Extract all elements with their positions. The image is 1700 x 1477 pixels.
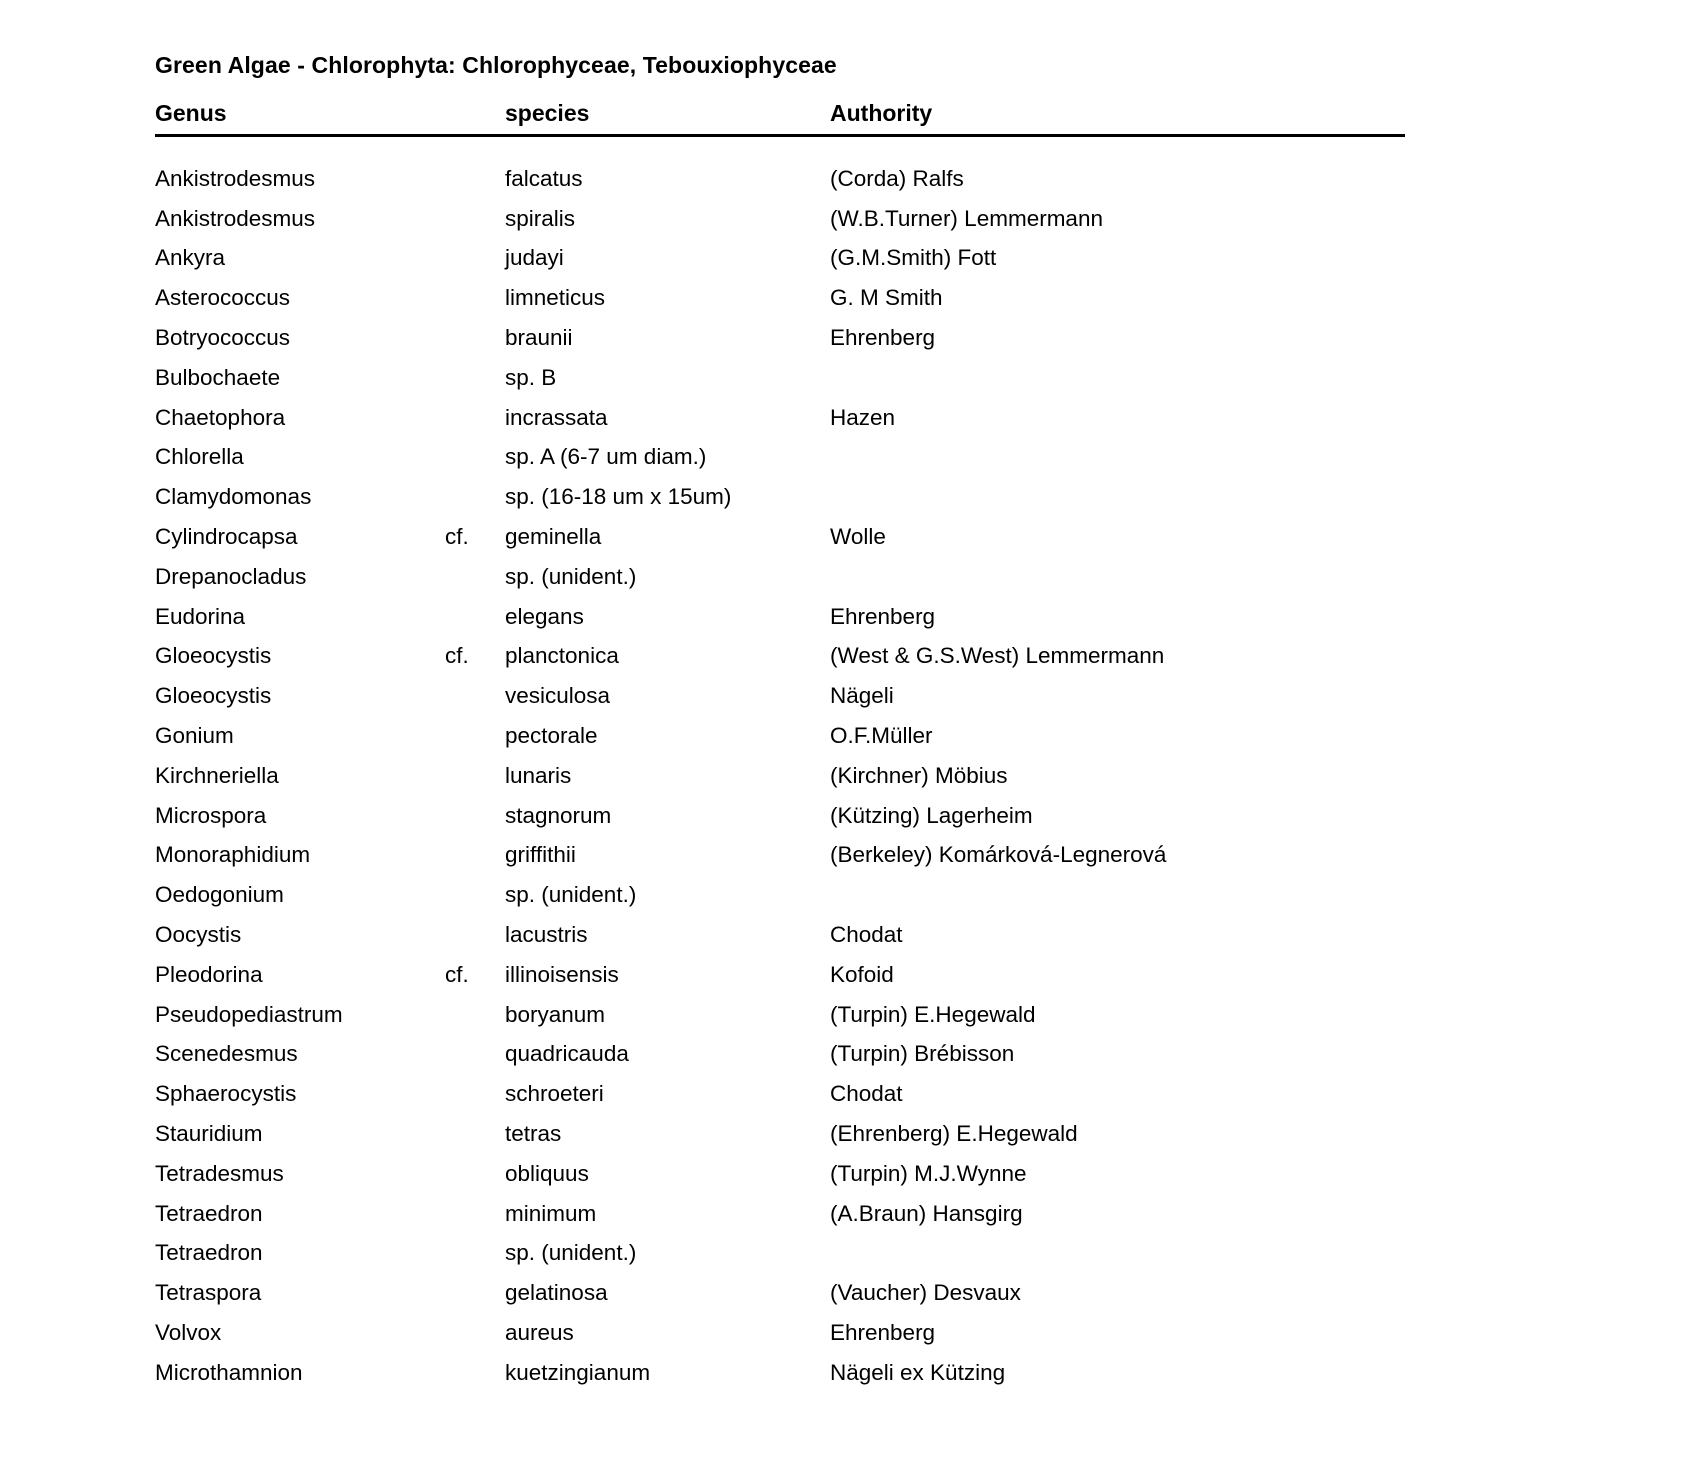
cell-cf: cf. xyxy=(445,643,469,669)
table-row xyxy=(155,796,1405,836)
table-row xyxy=(155,597,1405,637)
cell-cf xyxy=(445,557,505,597)
table-row xyxy=(155,717,1405,757)
cell-cf xyxy=(445,199,505,239)
cell-genus: Botryococcus xyxy=(155,325,291,351)
table-spacer xyxy=(155,136,1405,160)
table-row xyxy=(155,836,1405,876)
cell-cf xyxy=(445,836,505,876)
cell-species: kuetzingianum xyxy=(505,1359,651,1385)
cell-species: sp. (unident.) xyxy=(505,563,637,589)
cell-genus: Bulbochaete xyxy=(155,364,281,390)
cell-genus: Sphaerocystis xyxy=(155,1081,297,1107)
cell-cf xyxy=(445,1075,505,1115)
cell-genus: Microthamnion xyxy=(155,1359,303,1385)
table-row xyxy=(155,518,1405,558)
cell-species: minimum xyxy=(505,1200,597,1226)
cell-genus: Gloeocystis xyxy=(155,643,272,669)
cell-cf xyxy=(445,717,505,757)
cell-genus: Tetradesmus xyxy=(155,1160,284,1186)
cell-species: sp. B xyxy=(505,364,557,390)
cell-genus: Volvox xyxy=(155,1319,222,1345)
cell-cf xyxy=(445,319,505,359)
cell-cf xyxy=(445,1313,505,1353)
cell-species: lunaris xyxy=(505,762,572,788)
cell-authority xyxy=(830,478,1405,518)
cell-cf xyxy=(445,358,505,398)
cell-authority: (Kützing) Lagerheim xyxy=(830,802,1033,828)
table-row xyxy=(155,557,1405,597)
cell-genus: Kirchneriella xyxy=(155,762,279,788)
table-row xyxy=(155,358,1405,398)
cell-authority: (Turpin) E.Hegewald xyxy=(830,1001,1036,1027)
column-header-species: species xyxy=(505,99,590,126)
table-row xyxy=(155,199,1405,239)
cell-species: obliquus xyxy=(505,1160,589,1186)
cell-genus: Gonium xyxy=(155,723,234,748)
cell-species: gelatinosa xyxy=(505,1280,608,1306)
cell-species: tetras xyxy=(505,1120,562,1146)
cell-authority: Wolle xyxy=(830,524,886,550)
cell-cf xyxy=(445,159,505,199)
table-row xyxy=(155,756,1405,796)
cell-species: sp. A (6-7 um diam.) xyxy=(505,444,707,470)
table-row xyxy=(155,438,1405,478)
cell-cf xyxy=(445,239,505,279)
cell-cf xyxy=(445,876,505,916)
cell-genus: Clamydomonas xyxy=(155,484,312,510)
table-row xyxy=(155,1234,1405,1274)
table-row xyxy=(155,915,1405,955)
cell-cf xyxy=(445,915,505,955)
table-row xyxy=(155,1154,1405,1194)
cell-genus: Scenedesmus xyxy=(155,1041,298,1067)
cell-cf xyxy=(445,1035,505,1075)
cell-genus: Tetraspora xyxy=(155,1280,262,1306)
cell-genus: Ankyra xyxy=(155,245,226,271)
table-row xyxy=(155,398,1405,438)
table-row xyxy=(155,1075,1405,1115)
table-row xyxy=(155,1194,1405,1234)
cell-cf xyxy=(445,1114,505,1154)
table-row xyxy=(155,1114,1405,1154)
table-row xyxy=(155,955,1405,995)
cell-cf xyxy=(445,1353,505,1393)
cell-authority xyxy=(830,358,1405,398)
cell-authority: (Ehrenberg) E.Hegewald xyxy=(830,1120,1078,1146)
cell-authority: (Vaucher) Desvaux xyxy=(830,1280,1021,1306)
cell-authority: (West & G.S.West) Lemmermann xyxy=(830,643,1165,669)
cell-cf xyxy=(445,1154,505,1194)
cell-genus: Tetraedron xyxy=(155,1200,263,1226)
cell-genus: Ankistrodesmus xyxy=(155,165,316,191)
cell-species: vesiculosa xyxy=(505,683,611,709)
cell-authority: Chodat xyxy=(830,921,903,947)
cell-genus: Cylindrocapsa xyxy=(155,524,298,550)
column-header-authority: Authority xyxy=(830,99,933,126)
cell-authority: (Turpin) M.J.Wynne xyxy=(830,1160,1027,1186)
table-row xyxy=(155,1353,1405,1393)
cell-cf xyxy=(445,1274,505,1314)
cell-cf: cf. xyxy=(445,961,469,987)
cell-genus: Gloeocystis xyxy=(155,683,272,709)
cell-authority: O.F.Müller xyxy=(830,723,933,748)
table-row xyxy=(155,319,1405,359)
cell-cf xyxy=(445,279,505,319)
cell-authority: Ehrenberg xyxy=(830,325,936,351)
cell-species: boryanum xyxy=(505,1001,606,1027)
page-title: Green Algae - Chlorophyta: Chlorophyceae, Tebouxiophyceae xyxy=(155,52,837,78)
cell-species: illinoisensis xyxy=(505,961,619,987)
cell-species: spiralis xyxy=(505,205,576,231)
table-row xyxy=(155,279,1405,319)
cell-cf xyxy=(445,1194,505,1234)
cell-species: incrassata xyxy=(505,404,608,430)
cell-species: sp. (16-18 um x 15um) xyxy=(505,484,732,510)
cell-authority xyxy=(830,1234,1405,1274)
cell-authority: Ehrenberg xyxy=(830,1319,936,1345)
cell-species: quadricauda xyxy=(505,1041,629,1067)
cell-cf xyxy=(445,478,505,518)
cell-species: schroeteri xyxy=(505,1081,604,1107)
cell-cf xyxy=(445,398,505,438)
cell-authority: Chodat xyxy=(830,1081,903,1107)
cell-genus: Pseudopediastrum xyxy=(155,1001,343,1027)
cell-species: griffithii xyxy=(505,842,576,868)
cell-authority: G. M Smith xyxy=(830,285,943,311)
column-header-genus: Genus xyxy=(155,99,227,126)
cell-cf xyxy=(445,597,505,637)
cell-species: lacustris xyxy=(505,921,588,947)
cell-authority: (A.Braun) Hansgirg xyxy=(830,1200,1023,1226)
table-row xyxy=(155,995,1405,1035)
cell-authority: Nägeli ex Kützing xyxy=(830,1359,1006,1385)
species-table xyxy=(155,99,1405,1393)
cell-genus: Drepanocladus xyxy=(155,563,307,589)
cell-authority: (W.B.Turner) Lemmermann xyxy=(830,205,1103,231)
cell-genus: Stauridium xyxy=(155,1120,263,1146)
cell-species: planctonica xyxy=(505,643,619,669)
table-row xyxy=(155,677,1405,717)
cell-cf: cf. xyxy=(445,524,469,550)
column-header-cf xyxy=(445,99,505,136)
cell-species: stagnorum xyxy=(505,802,612,828)
cell-authority: (G.M.Smith) Fott xyxy=(830,245,997,271)
table-row xyxy=(155,239,1405,279)
cell-species: limneticus xyxy=(505,285,606,311)
table-body xyxy=(155,136,1405,1393)
table-row xyxy=(155,159,1405,199)
table-row xyxy=(155,876,1405,916)
cell-authority: (Berkeley) Komárková-Legnerová xyxy=(830,842,1167,868)
cell-authority: Kofoid xyxy=(830,961,894,987)
cell-authority xyxy=(830,438,1405,478)
cell-species: sp. (unident.) xyxy=(505,1240,637,1266)
cell-authority: (Kirchner) Möbius xyxy=(830,762,1008,788)
table-row xyxy=(155,637,1405,677)
cell-authority xyxy=(830,876,1405,916)
cell-genus: Tetraedron xyxy=(155,1240,263,1266)
cell-species: falcatus xyxy=(505,165,583,191)
cell-authority: Ehrenberg xyxy=(830,603,936,629)
cell-authority: Hazen xyxy=(830,404,896,430)
cell-authority: (Turpin) Brébisson xyxy=(830,1041,1015,1067)
cell-cf xyxy=(445,796,505,836)
cell-genus: Pleodorina xyxy=(155,961,263,987)
cell-authority: (Corda) Ralfs xyxy=(830,165,964,191)
cell-genus: Asterococcus xyxy=(155,285,291,311)
cell-species: sp. (unident.) xyxy=(505,882,637,908)
table-row xyxy=(155,1313,1405,1353)
cell-authority: Nägeli xyxy=(830,683,894,709)
cell-cf xyxy=(445,756,505,796)
cell-genus: Eudorina xyxy=(155,603,246,629)
cell-species: pectorale xyxy=(505,723,598,748)
table-row xyxy=(155,1274,1405,1314)
cell-species: elegans xyxy=(505,603,584,629)
table-header xyxy=(155,99,1405,136)
cell-cf xyxy=(445,1234,505,1274)
cell-species: braunii xyxy=(505,325,573,351)
cell-species: aureus xyxy=(505,1319,574,1345)
cell-genus: Ankistrodesmus xyxy=(155,205,316,231)
cell-species: geminella xyxy=(505,524,602,550)
cell-species: judayi xyxy=(505,245,564,271)
cell-cf xyxy=(445,438,505,478)
cell-cf xyxy=(445,995,505,1035)
cell-genus: Chlorella xyxy=(155,444,244,470)
cell-genus: Oocystis xyxy=(155,921,242,947)
cell-cf xyxy=(445,677,505,717)
cell-authority xyxy=(830,557,1405,597)
cell-genus: Monoraphidium xyxy=(155,842,311,868)
table-row xyxy=(155,478,1405,518)
cell-genus: Oedogonium xyxy=(155,882,284,908)
table-row xyxy=(155,1035,1405,1075)
cell-genus: Chaetophora xyxy=(155,404,286,430)
cell-genus: Microspora xyxy=(155,802,267,828)
